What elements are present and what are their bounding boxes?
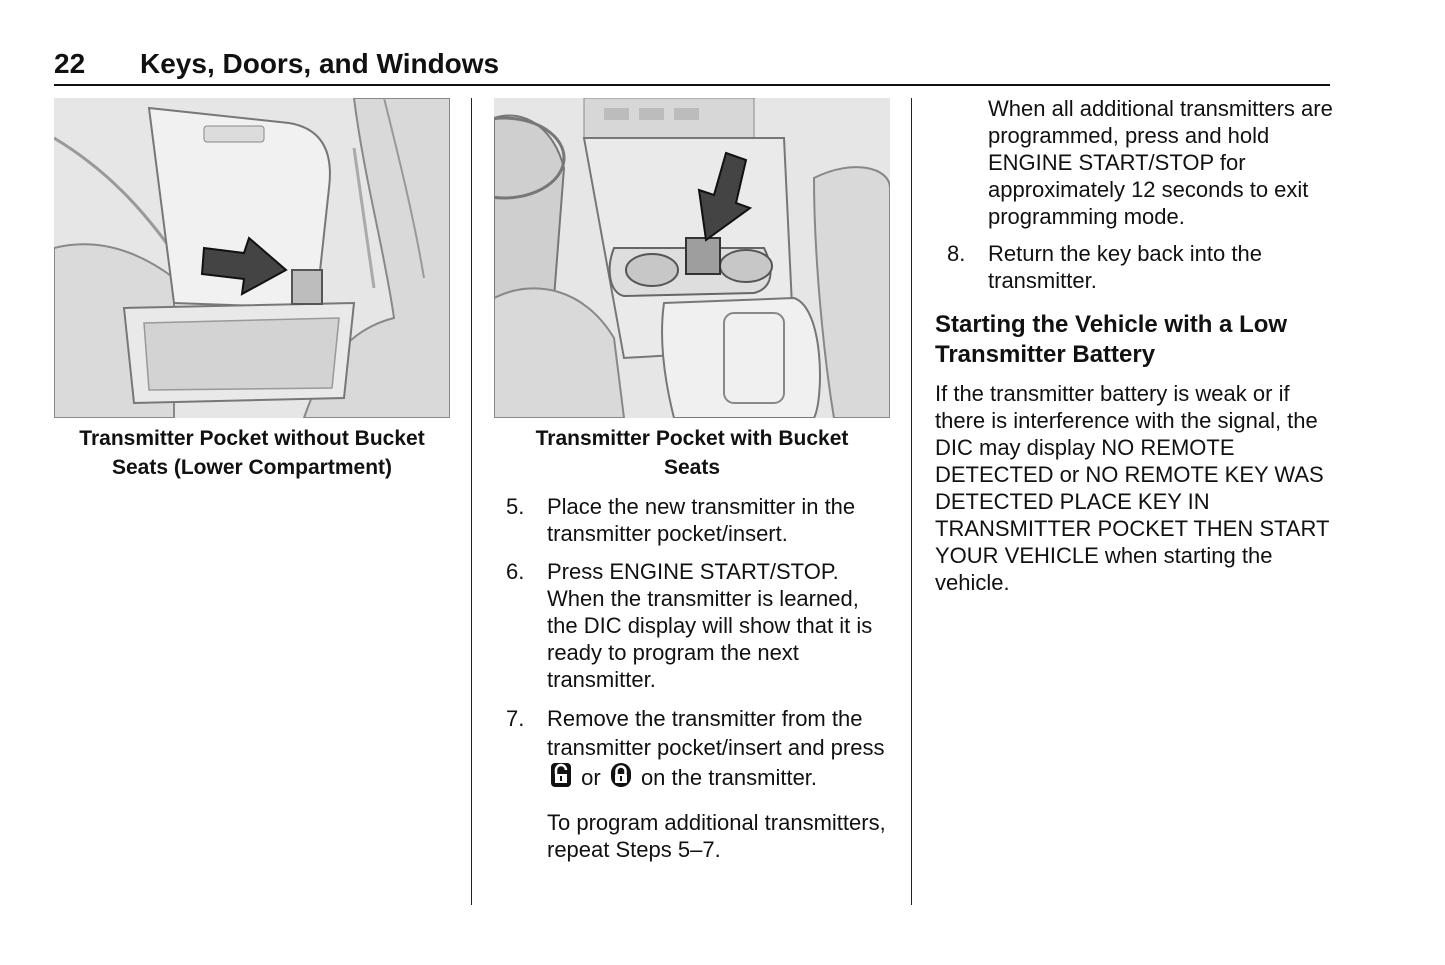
page-number: 22	[54, 48, 86, 79]
heading-line: Starting the Vehicle with a Low	[935, 311, 1288, 338]
step-item	[935, 240, 1335, 294]
caption-line: Transmitter Pocket with Bucket	[535, 427, 849, 450]
caption-line: Seats	[663, 456, 721, 479]
step-number: 8.	[947, 241, 966, 266]
heading-line: Transmitter Battery	[935, 341, 1156, 368]
right-column	[935, 95, 1335, 596]
section-title: Keys, Doors, and Windows	[140, 48, 500, 79]
step-text: Place the new transmitter in the transmitter pocket/insert.	[547, 494, 856, 546]
step-number: 6.	[506, 559, 525, 584]
step-text-or: or	[581, 765, 601, 790]
figure-pocket-without-bucket-seats	[54, 98, 450, 418]
figure-pocket-with-bucket-seats	[494, 98, 890, 418]
unlock-icon	[550, 762, 572, 795]
step-item	[494, 704, 894, 795]
page-header	[54, 46, 1330, 86]
body-paragraph: If the transmitter battery is weak or if there is interference with the signal, the DIC may display NO REMOTE DETECTED or NO REMOTE KEY WAS DETECTED PLACE KEY IN TRANSMITTER POCKET THEN START YOUR VEHICLE when starting the vehicle.	[935, 381, 1330, 595]
subsection-heading	[935, 310, 1335, 370]
caption-line: Seats (Lower Compartment)	[111, 456, 393, 479]
step-text-after: on the transmitter.	[640, 765, 818, 790]
step-text: Return the key back into the transmitter.	[988, 241, 1262, 293]
lock-icon	[610, 762, 632, 795]
repeat-steps-note: To program additional transmitters, repeat Steps 5–7.	[547, 810, 886, 862]
step-number: 5.	[506, 494, 525, 519]
step-number: 7.	[506, 706, 525, 731]
step-item	[494, 493, 894, 547]
caption-line: Transmitter Pocket without Bucket	[79, 427, 425, 450]
figure-caption-left	[54, 424, 450, 482]
middle-steps-list	[494, 493, 894, 863]
step-text: Remove the transmitter from the transmitter pocket/insert and press	[547, 706, 885, 760]
step-text: Press ENGINE START/STOP. When the transmitter is learned, the DIC display will show that it is ready to program the next transmitter.	[547, 559, 873, 692]
column-divider-2	[911, 98, 912, 905]
figure-caption-middle	[494, 424, 890, 482]
column-divider-1	[471, 98, 472, 905]
step-item	[494, 558, 894, 693]
continuation-text: When all additional transmitters are programmed, press and hold ENGINE START/STOP for approximately 12 seconds to exit programming mode.	[988, 96, 1333, 229]
